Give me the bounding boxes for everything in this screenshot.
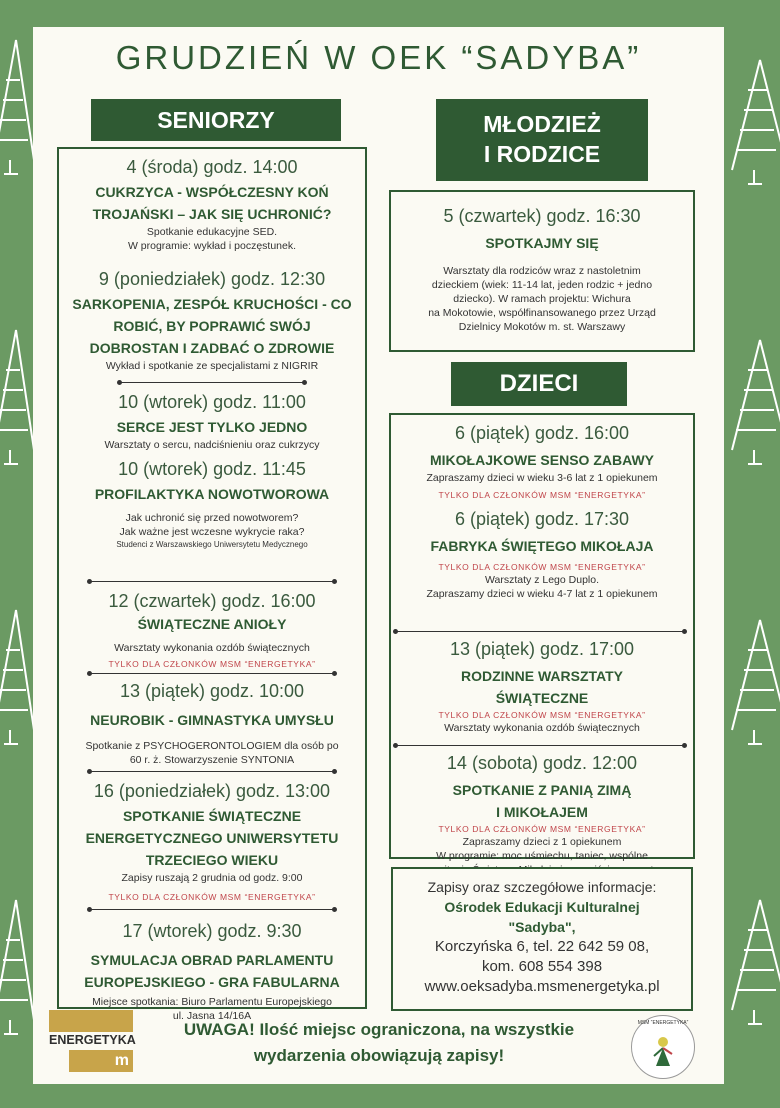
- event-desc: Miejsce spotkania: Biuro Parlamentu Europejskiego: [92, 996, 332, 1008]
- event-desc: W programie: wykład i poczęstunek.: [127, 240, 297, 252]
- senior-event-5: [59, 589, 365, 670]
- seniorzy-header-label: SENIORZY: [157, 107, 275, 133]
- event-name: FABRYKA ŚWIĘTEGO MIKOŁAJA: [430, 538, 654, 554]
- contact-intro: Zapisy oraz szczegółowe informacje:: [427, 879, 657, 895]
- separator: [89, 909, 335, 910]
- contact-org-line1: Ośrodek Edukacji Kulturalnej: [444, 899, 640, 915]
- event-desc: Zapisy ruszają 2 grudnia od godz. 9:00: [121, 872, 303, 884]
- separator: [395, 745, 685, 746]
- contact-org-line2: "Sadyba",: [508, 919, 576, 935]
- dzieci-header: [451, 362, 627, 406]
- event-date: 9 (poniedziałek) godz. 12:30: [98, 269, 326, 289]
- event-name: RODZINNE WARSZTATY ŚWIĄTECZNE: [460, 668, 624, 706]
- event-name: SPOTKAJMY SIĘ: [485, 235, 599, 251]
- event-desc: Warsztaty o sercu, nadciśnieniu oraz cukrzycy: [104, 439, 320, 451]
- event-desc: dziecko). W ramach projektu: Wichura: [453, 293, 631, 305]
- senior-event-1: [59, 155, 365, 253]
- event-name: SYMULACJA OBRAD PARLAMENTU EUROPEJSKIEGO - GRA FABULARNA: [84, 952, 340, 990]
- footer-line2: wydarzenia obowiązują zapisy!: [253, 1046, 505, 1065]
- event-name: SPOTKANIE Z PANIĄ ZIMĄ I MIKOŁAJEM: [452, 782, 632, 820]
- members-only-note: TYLKO DLA CZŁONKÓW MSM “ENERGETYKA”: [108, 659, 316, 669]
- event-date: 16 (poniedziałek) godz. 13:00: [93, 781, 331, 801]
- tree-pattern-right: [730, 0, 780, 1108]
- seniorzy-events-panel: [57, 147, 367, 1022]
- mlodziez-header-line2: I RODZICE: [483, 141, 601, 167]
- event-desc: Warsztaty wykonania ozdób świątecznych: [444, 722, 640, 734]
- separator: [89, 581, 335, 582]
- event-desc: dzieckiem (wiek: 11-14 lat, jeden rodzic + jedno: [431, 279, 653, 291]
- event-desc: Spotkanie edukacyjne SED.: [146, 226, 278, 238]
- event-date: 12 (czwartek) godz. 16:00: [108, 591, 316, 611]
- poster-title: GRUDZIEŃ W OEK “SADYBA”: [115, 39, 642, 76]
- members-only-note: TYLKO DLA CZŁONKÓW MSM “ENERGETYKA”: [438, 710, 646, 720]
- msm-energetyka-logo: [49, 1010, 136, 1072]
- separator: [89, 673, 335, 674]
- event-note: Studenci z Warszawskiego Uniwersytetu Medycznego: [116, 540, 308, 549]
- poster-sheet: [33, 27, 724, 1084]
- contact-info: [393, 877, 691, 997]
- event-date: 13 (piątek) godz. 17:00: [449, 639, 635, 659]
- contact-website[interactable]: www.oeksadyba.msmenergetyka.pl: [424, 978, 660, 995]
- senior-event-3: [59, 390, 365, 452]
- contact-address: Korczyńska 6, tel. 22 642 59 08,: [434, 938, 650, 955]
- contact-org-name: [393, 897, 691, 917]
- senior-event-7: [59, 779, 365, 903]
- event-date: 10 (wtorek) godz. 11:45: [118, 459, 306, 479]
- event-name: SARKOPENIA, ZESPÓŁ KRUCHOŚCI - CO ROBIĆ, BY POPRAWIĆ SWÓJ DOBROSTAN I ZADBAĆ O ZDROWIE: [72, 296, 352, 356]
- dzieci-event-1: [391, 421, 693, 501]
- seniorzy-header: [91, 99, 341, 141]
- senior-event-2: [59, 267, 365, 373]
- event-desc: Jak uchronić się przed nowotworem?: [125, 512, 299, 524]
- dzieci-event-2: [391, 507, 693, 601]
- event-name: MIKOŁAJKOWE SENSO ZABAWY: [429, 452, 654, 468]
- senior-event-8: [59, 919, 365, 1023]
- event-desc: Warsztaty wykonania ozdób świątecznych: [114, 642, 310, 654]
- dzieci-event-4: [391, 751, 693, 877]
- event-desc: W programie: moc uśmiechu, taniec, wspólne: [436, 850, 648, 862]
- event-name: SERCE JEST TYLKO JEDNO: [116, 419, 308, 435]
- footer-line1: UWAGA! Ilość miejsc ograniczona, na wszystkie: [183, 1020, 575, 1039]
- event-desc: Dzielnicy Mokotów m. st. Warszawy: [458, 321, 626, 333]
- event-desc: Warsztaty dla rodziców wraz z nastoletnim: [443, 265, 641, 277]
- members-only-note: TYLKO DLA CZŁONKÓW MSM “ENERGETYKA”: [438, 562, 646, 572]
- dzieci-event-3: [391, 637, 693, 735]
- event-name: PROFILAKTYKA NOWOTWOROWA: [94, 486, 330, 502]
- event-name: SPOTKANIE ŚWIĄTECZNE ENERGETYCZNEGO UNIWERSYTETU TRZECIEGO WIEKU: [85, 808, 339, 868]
- logo-m: m: [69, 1050, 133, 1072]
- contact-phone: kom. 608 554 398: [481, 958, 603, 975]
- event-date: 5 (czwartek) godz. 16:30: [443, 206, 641, 226]
- footer-warning: [151, 1017, 607, 1069]
- event-desc: Zapraszamy dzieci w wieku 3-6 lat z 1 opiekunem: [426, 472, 658, 484]
- circle-badge-logo: [631, 1015, 695, 1079]
- figure-icon: [632, 1016, 694, 1078]
- logo-brand: ENERGETYKA: [49, 1033, 136, 1047]
- dzieci-header-label: DZIECI: [499, 370, 579, 397]
- event-date: 17 (wtorek) godz. 9:30: [122, 921, 302, 941]
- members-only-note: TYLKO DLA CZŁONKÓW MSM “ENERGETYKA”: [108, 892, 316, 902]
- event-desc: Wykład i spotkanie ze specjalistami z NIGRIR: [105, 360, 319, 372]
- members-only-note: TYLKO DLA CZŁONKÓW MSM “ENERGETYKA”: [438, 490, 646, 500]
- event-desc: Zapraszamy dzieci w wieku 4-7 lat z 1 opiekunem: [426, 588, 658, 600]
- badge-text: MSM “ENERGETYKA”: [637, 1020, 689, 1026]
- members-only-note: TYLKO DLA CZŁONKÓW MSM “ENERGETYKA”: [438, 824, 646, 834]
- logo-msm: msm: [49, 1010, 133, 1032]
- event-name: ŚWIĄTECZNE ANIOŁY: [137, 616, 287, 632]
- event-name: NEUROBIK - GIMNASTYKA UMYSŁU: [90, 712, 334, 728]
- dzieci-events-panel: [389, 413, 695, 862]
- event-desc: ul. Jasna 14/16A: [172, 1010, 252, 1022]
- event-desc: Spotkanie z PSYCHOGERONTOLOGIEM dla osób po: [85, 740, 339, 752]
- event-desc: Warsztaty z Lego Duplo.: [485, 574, 599, 586]
- event-date: 6 (piątek) godz. 16:00: [454, 423, 630, 443]
- event-desc: 60 r. ż. Stowarzyszenie SYNTONIA: [129, 754, 295, 766]
- event-date: 4 (środa) godz. 14:00: [126, 157, 298, 177]
- senior-event-6: [59, 679, 365, 767]
- mlodziez-header-line1: MŁODZIEŻ: [483, 111, 601, 137]
- event-desc: na Mokotowie, współfinansowanego przez Urząd: [428, 307, 656, 319]
- event-name: CUKRZYCA - WSPÓŁCZESNY KOŃ TROJAŃSKI – JAK SIĘ UCHRONIĆ?: [92, 184, 332, 222]
- senior-event-4: [59, 457, 365, 550]
- event-date: 14 (sobota) godz. 12:00: [446, 753, 638, 773]
- mlodziez-event: [391, 204, 693, 334]
- mlodziez-header: [436, 99, 648, 181]
- mlodziez-event-panel: [389, 190, 695, 352]
- contact-org-name-2: [393, 917, 691, 937]
- contact-panel: [391, 867, 693, 1011]
- event-desc: Jak ważne jest wczesne wykrycie raka?: [119, 526, 305, 538]
- event-date: 13 (piątek) godz. 10:00: [119, 681, 305, 701]
- tree-pattern-left: [0, 0, 34, 1108]
- separator: [89, 771, 335, 772]
- event-desc: Zapraszamy dzieci z 1 opiekunem: [462, 836, 622, 848]
- event-date: 10 (wtorek) godz. 11:00: [118, 392, 306, 412]
- separator: [119, 382, 305, 383]
- event-date: 6 (piątek) godz. 17:30: [454, 509, 630, 529]
- separator: [395, 631, 685, 632]
